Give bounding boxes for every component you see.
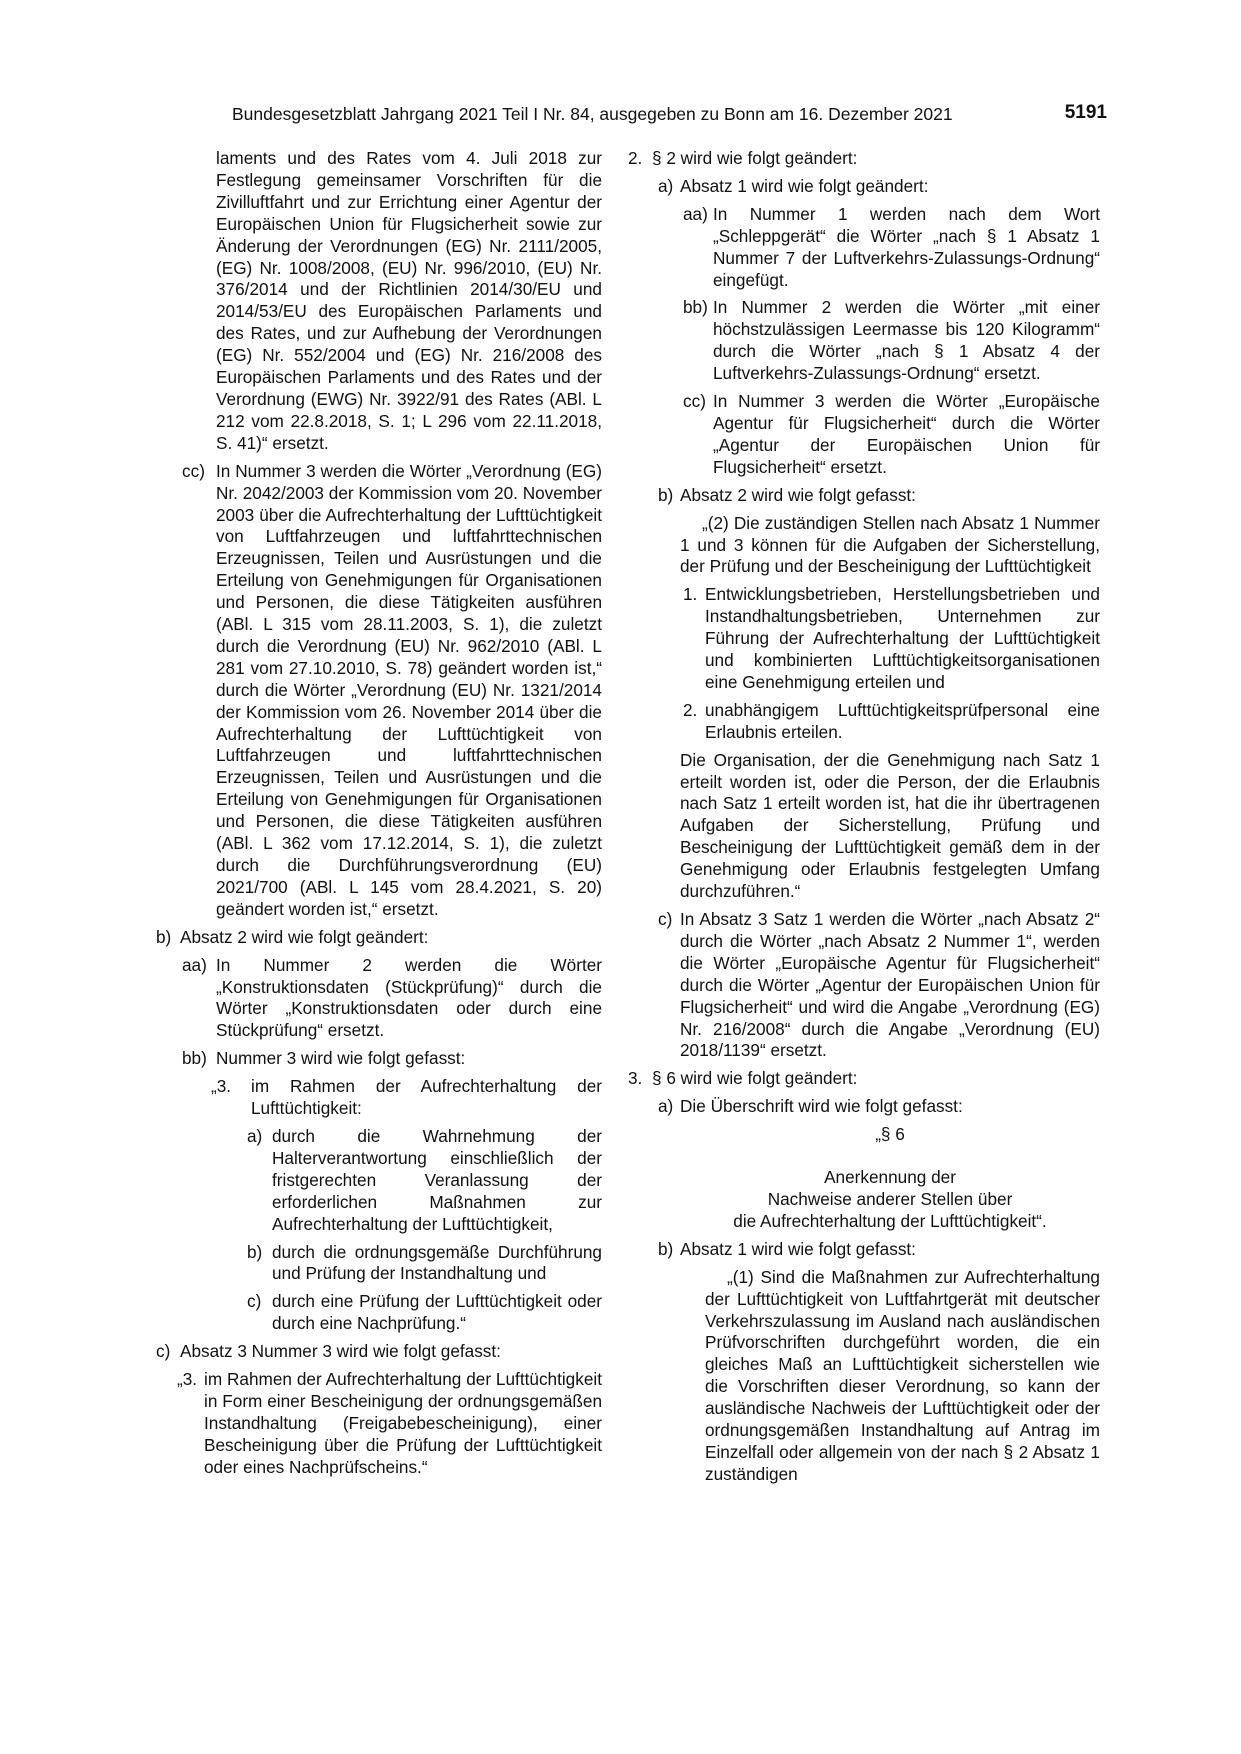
heading-paragraph-number: „§ 6: [875, 1124, 905, 1145]
item-text: Nummer 3 wird wie folgt gefasst:: [216, 1048, 466, 1069]
list-item-1: [628, 584, 1100, 694]
item-text: Absatz 1 wird wie folgt gefasst:: [680, 1238, 916, 1259]
page-number: 5191: [1064, 102, 1107, 123]
item-label: b): [658, 484, 674, 505]
continued-text: [152, 148, 602, 455]
continued-paragraph: laments und des Rates vom 4. Juli 2018 zur Festlegung gemeinsamer Vorschriften für die Zivilluftfahrt und zur Errichtung einer Agentur der Europäischen Union für Flugsicherheit sowie zur Änderung der Verordnungen (EG) Nr. 2111/2005, (EG) Nr. 1008/2008, (EU) Nr. 996/2010, (EU) Nr. 376/2014 und der Richtlinien 2014/30/EU und 2014/53/EU des Europäischen Parlaments und des Rates, und zur Aufhebung der Verordnungen (EG) Nr. 552/2004 und (EG) Nr. 216/2008 des Europäischen Parlaments und des Rates und der Verordnung (EWG) Nr. 3922/91 des Rates (ABl. L 212 vom 22.8.2018, S. 1; L 296 vom 22.11.2018, S. 41)“ ersetzt.: [216, 148, 602, 453]
section-3: [628, 1068, 1100, 1090]
left-column: [152, 148, 602, 1479]
item-text: Absatz 2 wird wie folgt geändert:: [180, 926, 429, 947]
section-heading: [628, 1124, 1100, 1233]
item-label: a): [247, 1125, 263, 1146]
item-bb: [628, 297, 1100, 385]
item-text: Absatz 2 wird wie folgt gefasst:: [680, 484, 916, 505]
item-text: im Rahmen der Aufrechterhaltung der Lufttüchtigkeit in Form einer Bescheinigung der ordnungsgemäßen Instandhaltung (Freigabebescheinigung), einer Bescheinigung über die Prüfung der Lufttüchtigkeit oder eines Nachprüfscheins.“: [204, 1369, 602, 1477]
item-label: a): [658, 1096, 674, 1117]
item-text: In Nummer 2 werden die Wörter „mit einer höchstzulässigen Leermasse bis 120 Kilogramm“ durch die Wörter „nach § 1 Absatz 4 der Luftverkehrs-Zulassungs-Ordnung“ ersetzt.: [713, 297, 1100, 384]
item-label: bb): [182, 1048, 207, 1069]
item-text: Die Überschrift wird wie folgt gefasst:: [680, 1096, 963, 1117]
section-2: [628, 148, 1100, 170]
item-b-6: [628, 1239, 1100, 1261]
running-header: [232, 102, 1107, 126]
item-label: c): [247, 1291, 262, 1312]
item-text: In Nummer 3 werden die Wörter „Europäische Agentur für Flugsicherheit“ durch die Wörter „Agentur der Europäischen Union für Flugsicherheit“ ersetzt.: [713, 391, 1100, 477]
item-text: In Absatz 3 Satz 1 werden die Wörter „nach Absatz 2“ durch die Wörter „nach Absatz 2 Nummer 1“, werden die Wörter „Europäische Agentur für Flugsicherheit“ durch die Wörter „Agentur der Europäischen Union für Flugsicherheit“ und wird die Angabe „Verordnung (EG) Nr. 216/2008“ durch die Angabe „Verordnung (EU) 2018/1139“ ersetzt.: [680, 909, 1100, 1061]
item-text: In Nummer 2 werden die Wörter „Konstruktionsdaten (Stückprüfung)“ durch die Wörter „Konstruktionsdaten oder durch eine Stückprüfung“ ersetzt.: [216, 954, 602, 1041]
item-label: c): [658, 909, 673, 929]
item-text: durch die Wahrnehmung der Halterverantwortung einschließlich der fristgerechten Veranlassung der erforderlichen Maßnahmen zur Aufrechterhaltung der Lufttüchtigkeit,: [272, 1125, 602, 1234]
right-column: [628, 148, 1100, 1486]
item-text: In Nummer 1 werden nach dem Wort „Schleppgerät“ die Wörter „nach § 1 Absatz 1 Nummer 7 der Luftverkehrs-Zulassungs-Ordnung“ eingefügt.: [713, 203, 1100, 290]
item-bb: [152, 1048, 602, 1070]
item-label: aa): [182, 954, 207, 975]
item-text: Absatz 3 Nummer 3 wird wie folgt gefasst:: [180, 1341, 501, 1362]
item-text: Absatz 1 wird wie folgt geändert:: [680, 175, 929, 196]
item-label: c): [156, 1341, 171, 1362]
item-text: § 6 wird wie folgt geändert:: [652, 1068, 858, 1089]
item-c: [628, 909, 1100, 1062]
item-text: durch eine Prüfung der Lufttüchtigkeit oder durch eine Nachprüfung.“: [272, 1291, 602, 1334]
sub-item-a: [152, 1126, 602, 1236]
item-b: [152, 927, 602, 949]
item-label: „3.: [177, 1369, 198, 1390]
item-text: Entwicklungsbetrieben, Herstellungsbetrieben und Instandhaltungsbetrieben, Unternehmen zur Führung der Aufrechterhaltung der Lufttüchtigkeit und kombinierten Lufttüchtigkeitsorganisationen eine Genehmigung erteilen und: [705, 584, 1100, 692]
item-text: unabhängigem Lufttüchtigkeitsprüfpersonal eine Erlaubnis erteilen.: [705, 699, 1100, 742]
item-cc: [628, 391, 1100, 479]
item-label: 2.: [628, 148, 643, 168]
paragraph-text: „(1) Sind die Maßnahmen zur Aufrechterhaltung der Lufttüchtigkeit von Luftfahrtgerät mit deutscher Verkehrszulassung im Ausland nach ausländischen Prüfvorschriften durchgeführt worden, die ein gleiches Maß an Lufttüchtigkeit sicherstellen wie die Vorschriften dieser Verordnung, so kann der ausländische Nachweis der Lufttüchtigkeit oder der ordnungsgemäßen Instandhaltung auf Antrag im Einzelfall oder allgemein von der nach § 2 Absatz 1 zuständigen: [705, 1266, 1100, 1484]
item-label: 2.: [683, 699, 698, 720]
item-label: 3.: [628, 1068, 643, 1089]
item-label: b): [658, 1238, 674, 1259]
item-text: durch die ordnungsgemäße Durchführung und Prüfung der Instandhaltung und: [272, 1241, 602, 1284]
running-title: Bundesgesetzblatt Jahrgang 2021 Teil I Nr. 84, ausgegeben zu Bonn am 16. Dezember 2021: [232, 104, 953, 124]
item-cc: [152, 461, 602, 921]
item-label: a): [658, 175, 674, 196]
paragraph-text: Die Organisation, der die Genehmigung nach Satz 1 erteilt worden ist, oder die Person, der die Erlaubnis nach Satz 1 erteilt worden ist, hat die ihr übertragenen Aufgaben der Sicherstellung, Prüfung und Bescheinigung der Lufttüchtigkeit gemäß dem in der Genehmigung oder Erlaubnis festgelegten Umfang durchzuführen.“: [680, 749, 1100, 902]
item-label: cc): [182, 460, 205, 481]
item-label: b): [247, 1241, 263, 1262]
item-text: In Nummer 3 werden die Wörter „Verordnung (EG) Nr. 2042/2003 der Kommission vom 20. November 2003 über die Aufrechterhaltung der Lufttüchtigkeit von Luftfahrzeugen und luftfahrttechnischen Erzeugnissen, Teilen und Ausrüstungen und die Erteilung von Genehmigungen für Organisationen und Personen, die diese Tätigkeiten ausführen (ABl. L 315 vom 28.11.2003, S. 1), die zuletzt durch die Verordnung (EU) Nr. 962/2010 (ABl. L 281 vom 27.10.2010, S. 78) geändert worden ist,“ durch die Wörter „Verordnung (EU) Nr. 1321/2014 der Kommission vom 26. November 2014 über die Aufrechterhaltung der Lufttüchtigkeit von Luftfahrzeugen und luftfahrttechnischen Erzeugnissen, Teilen und Ausrüstungen und die Erteilung von Genehmigungen für Organisationen und Personen, die diese Tätigkeiten ausführen (ABl. L 362 vom 17.12.2014, S. 1), die zuletzt durch die Durchführungsverordnung (EU) 2021/700 (ABl. L 145 vom 28.4.2021, S. 20) geändert worden ist,“ ersetzt.: [216, 460, 602, 919]
item-a-6: [628, 1096, 1100, 1118]
paragraph-text: „(2) Die zuständigen Stellen nach Absatz 1 Nummer 1 und 3 können für die Aufgaben der Sicherstellung, der Prüfung und der Bescheinigung der Lufttüchtigkeit: [680, 512, 1100, 577]
item-c: [152, 1341, 602, 1363]
item-text: § 2 wird wie folgt geändert:: [652, 148, 858, 168]
absatz-1-text: [628, 1267, 1100, 1486]
item-aa: [152, 955, 602, 1043]
item-label: aa): [683, 203, 708, 224]
item-a: [628, 176, 1100, 198]
absatz-2-intro: [628, 513, 1100, 579]
quoted-item-3: [152, 1076, 602, 1120]
item-label: „3.: [211, 1076, 232, 1097]
item-b: [628, 485, 1100, 507]
item-text: im Rahmen der Aufrechterhaltung der Lufttüchtigkeit:: [251, 1076, 602, 1119]
item-label: b): [156, 926, 172, 947]
heading-line-3: die Aufrechterhaltung der Lufttüchtigkeit“.: [733, 1210, 1047, 1231]
list-item-2: [628, 700, 1100, 744]
sub-item-b: [152, 1242, 602, 1286]
item-label: cc): [683, 391, 706, 412]
sub-item-c: [152, 1291, 602, 1335]
heading-line-2: Nachweise anderer Stellen über: [767, 1188, 1013, 1209]
item-aa: [628, 204, 1100, 292]
heading-line-1: Anerkennung der: [824, 1167, 956, 1188]
quoted-item-3-abs3: [152, 1369, 602, 1479]
item-label: bb): [683, 297, 708, 318]
item-label: 1.: [683, 584, 698, 605]
absatz-2-close: [628, 750, 1100, 903]
